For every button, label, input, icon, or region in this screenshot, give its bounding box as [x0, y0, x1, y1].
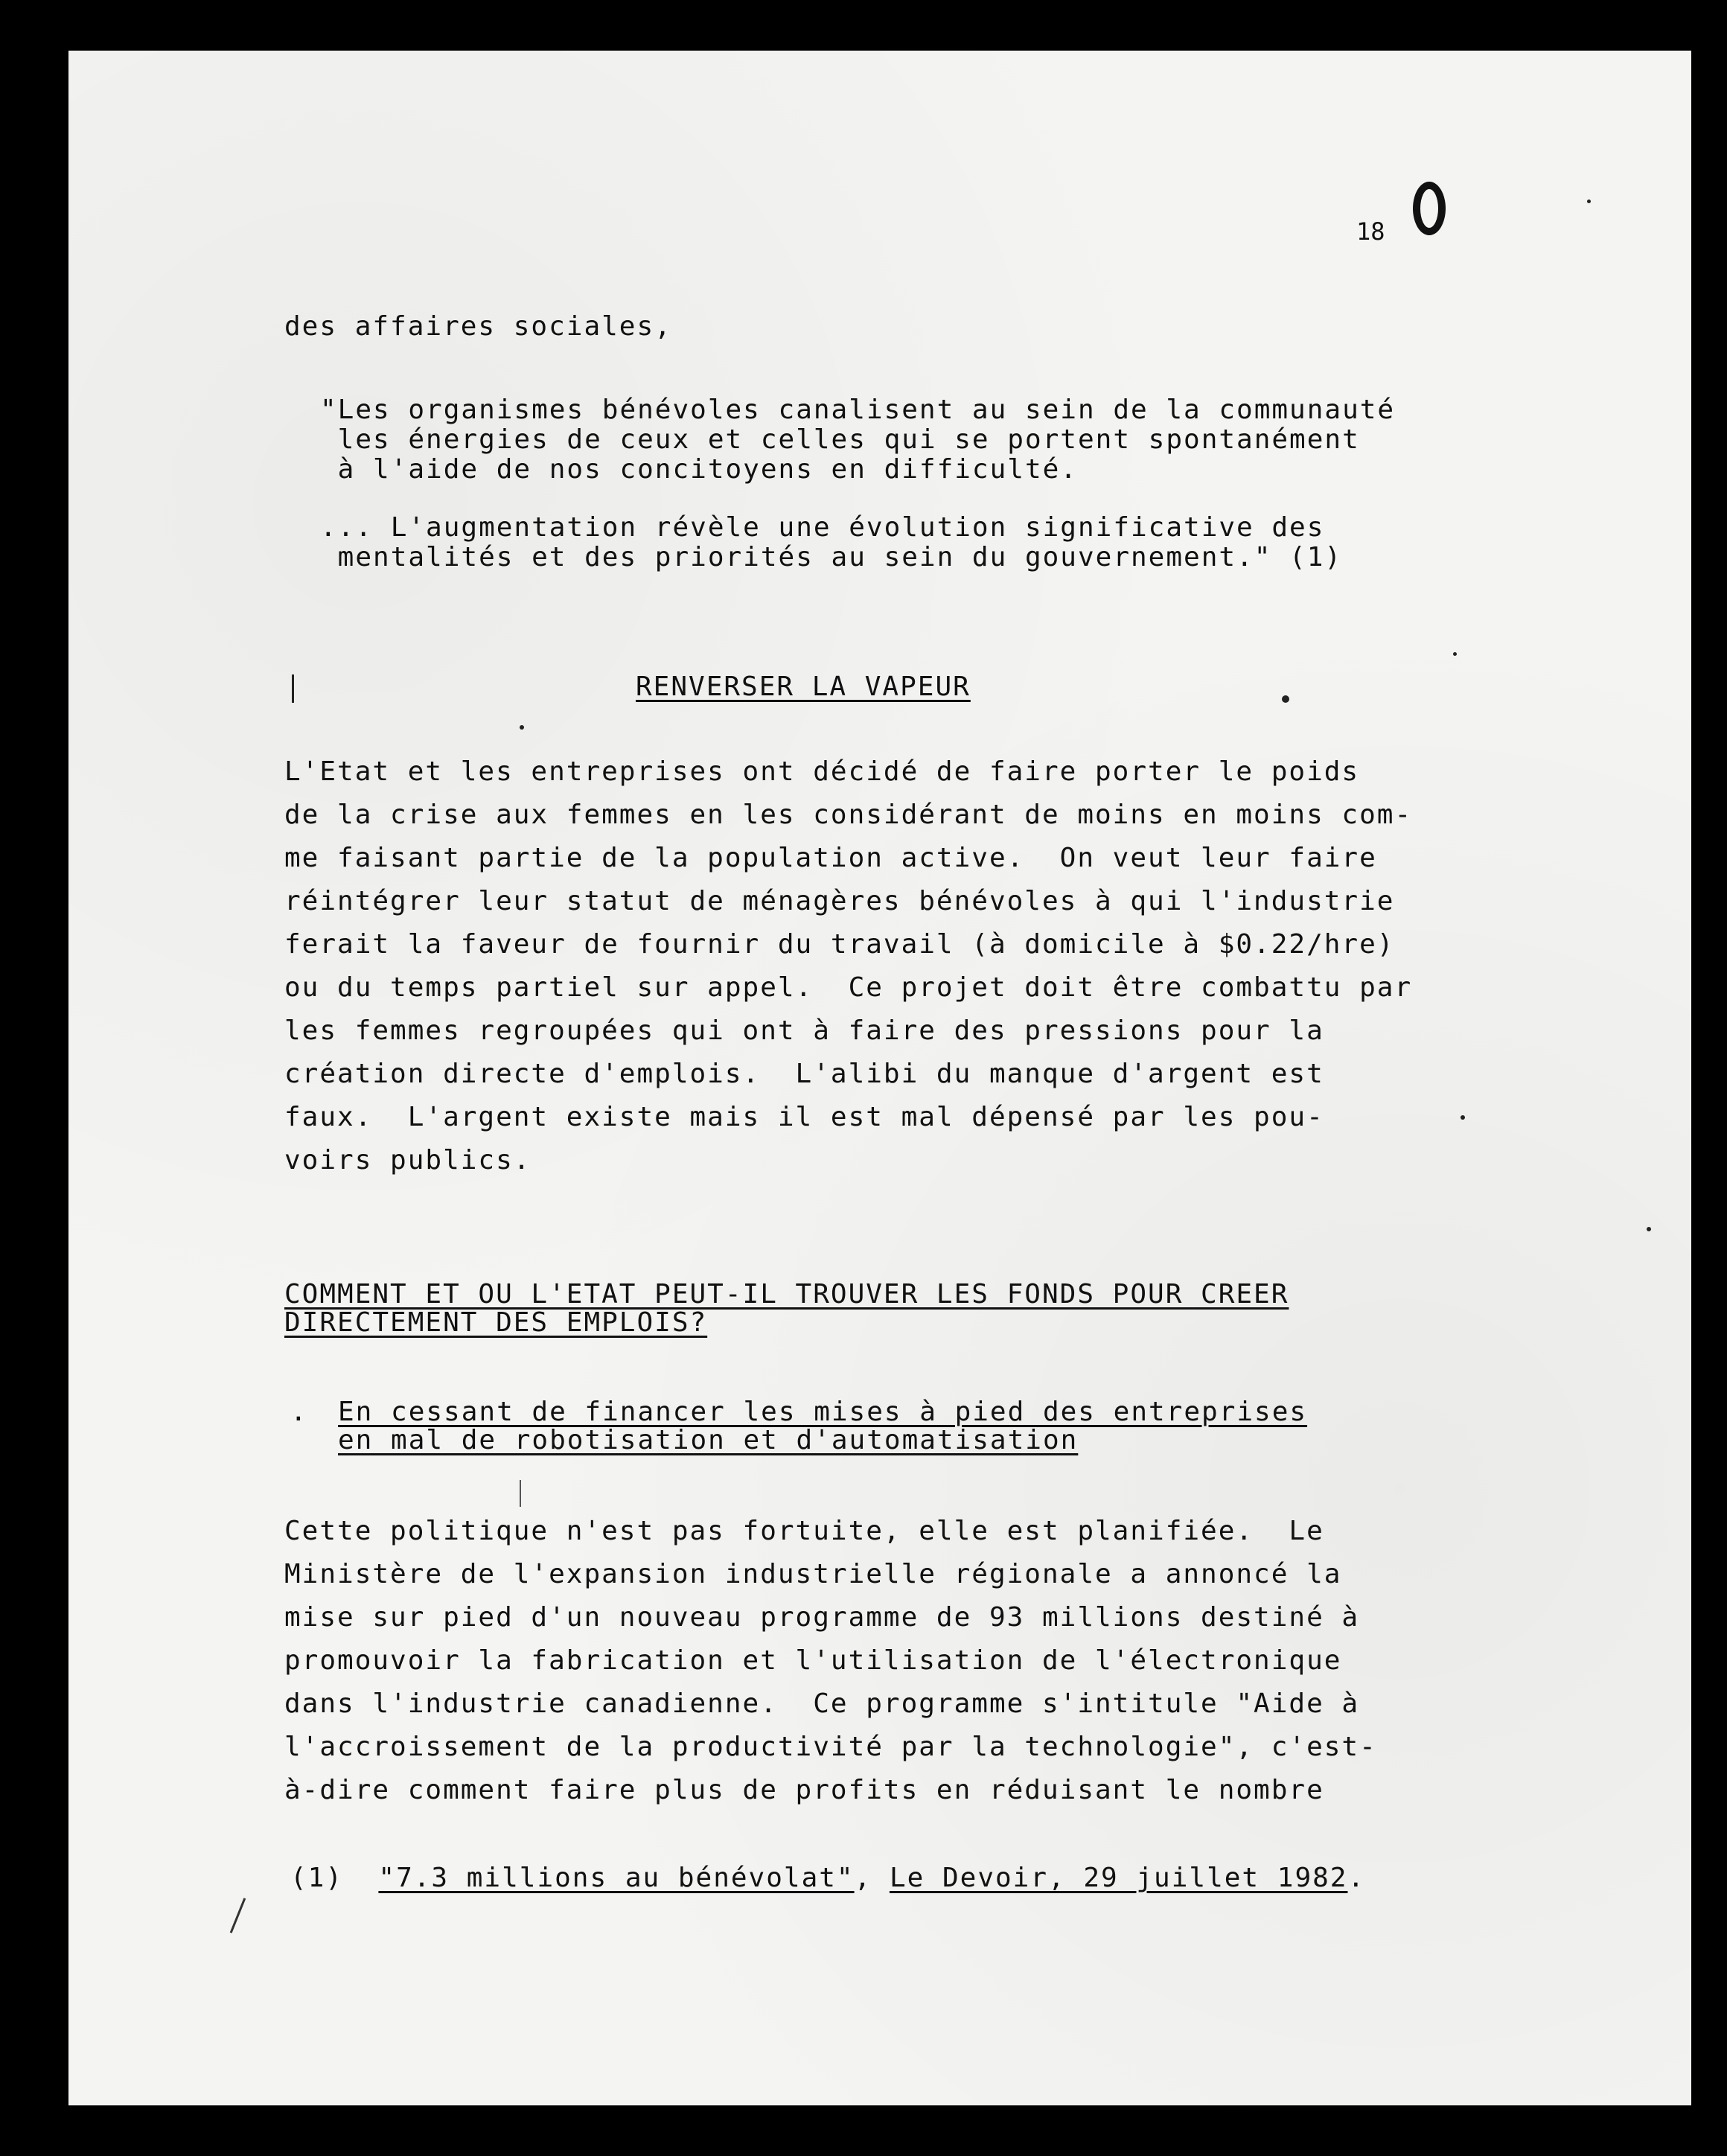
scan-speck [1647, 1227, 1651, 1231]
section-heading-line: DIRECTEMENT DES EMPLOIS? [284, 1307, 708, 1338]
body-line: promouvoir la fabrication et l'utilisation de l'électronique [284, 1645, 1342, 1676]
body-line: me faisant partie de la population active. On veut leur faire [284, 843, 1377, 873]
quote-line: les énergies de ceux et celles qui se portent spontanément [320, 424, 1360, 455]
binder-ring-icon [1413, 182, 1446, 235]
body-line: Cette politique n'est pas fortuite, elle est planifiée. Le [284, 1516, 1324, 1546]
section-heading-line: COMMENT ET OU L'ETAT PEUT-IL TROUVER LES FONDS POUR CREER [284, 1279, 1289, 1310]
body-line: Ministère de l'expansion industrielle régionale a annoncé la [284, 1559, 1342, 1589]
scan-speck [1282, 695, 1289, 703]
footnote-marker: (1) [290, 1863, 344, 1893]
footnote-end: . [1347, 1863, 1366, 1893]
body-line: création directe d'emplois. L'alibi du manque d'argent est [284, 1059, 1324, 1089]
footnote-title: "7.3 millions au bénévolat" [378, 1863, 855, 1893]
margin-mark [520, 1480, 521, 1507]
scan-speck [1587, 200, 1591, 203]
footnote-separator: , [854, 1863, 890, 1893]
section-heading-renverser: RENVERSER LA VAPEUR [636, 672, 971, 702]
scan-speck [520, 725, 524, 730]
body-line: de la crise aux femmes en les considérant de moins en moins com- [284, 800, 1413, 830]
body-line: à-dire comment faire plus de profits en réduisant le nombre [284, 1775, 1324, 1805]
quote-line: ... L'augmentation révèle une évolution significative des [320, 512, 1325, 543]
body-line: ferait la faveur de fournir du travail (à domicile à $0.22/hre) [284, 929, 1395, 960]
body-line: les femmes regroupées qui ont à faire des pressions pour la [284, 1015, 1324, 1046]
pen-mark [230, 1898, 246, 1933]
intro-line: des affaires sociales, [284, 311, 672, 342]
body-line: faux. L'argent existe mais il est mal dépensé par les pou- [284, 1102, 1324, 1132]
scan-speck [1453, 652, 1457, 656]
body-line: mise sur pied d'un nouveau programme de 93 millions destiné à [284, 1602, 1360, 1633]
quote-line: mentalités et des priorités au sein du gouvernement." (1) [320, 542, 1343, 573]
body-line: ou du temps partiel sur appel. Ce projet doit être combattu par [284, 972, 1413, 1003]
quote-line: "Les organismes bénévoles canalisent au sein de la communauté [320, 395, 1396, 425]
footnote-source: Le Devoir, 29 juillet 1982 [889, 1863, 1348, 1893]
bullet-line: en mal de robotisation et d'automatisation [338, 1425, 1079, 1455]
body-line: l'accroissement de la productivité par la technologie", c'est- [284, 1732, 1377, 1762]
bullet-line: En cessant de financer les mises à pied des entreprises [338, 1397, 1308, 1427]
document-page [68, 51, 1691, 2105]
page-number: 18 [1356, 217, 1385, 246]
scan-speck [1461, 1115, 1465, 1120]
bullet-marker: . [290, 1397, 308, 1427]
body-line: dans l'industrie canadienne. Ce programme s'intitule "Aide à [284, 1688, 1360, 1719]
footnote [290, 1863, 1365, 1893]
body-line: réintégrer leur statut de ménagères bénévoles à qui l'industrie [284, 886, 1395, 916]
margin-mark [292, 674, 294, 703]
quote-line: à l'aide de nos concitoyens en difficulté. [320, 454, 1078, 485]
body-line: L'Etat et les entreprises ont décidé de faire porter le poids [284, 756, 1360, 787]
body-line: voirs publics. [284, 1145, 531, 1176]
